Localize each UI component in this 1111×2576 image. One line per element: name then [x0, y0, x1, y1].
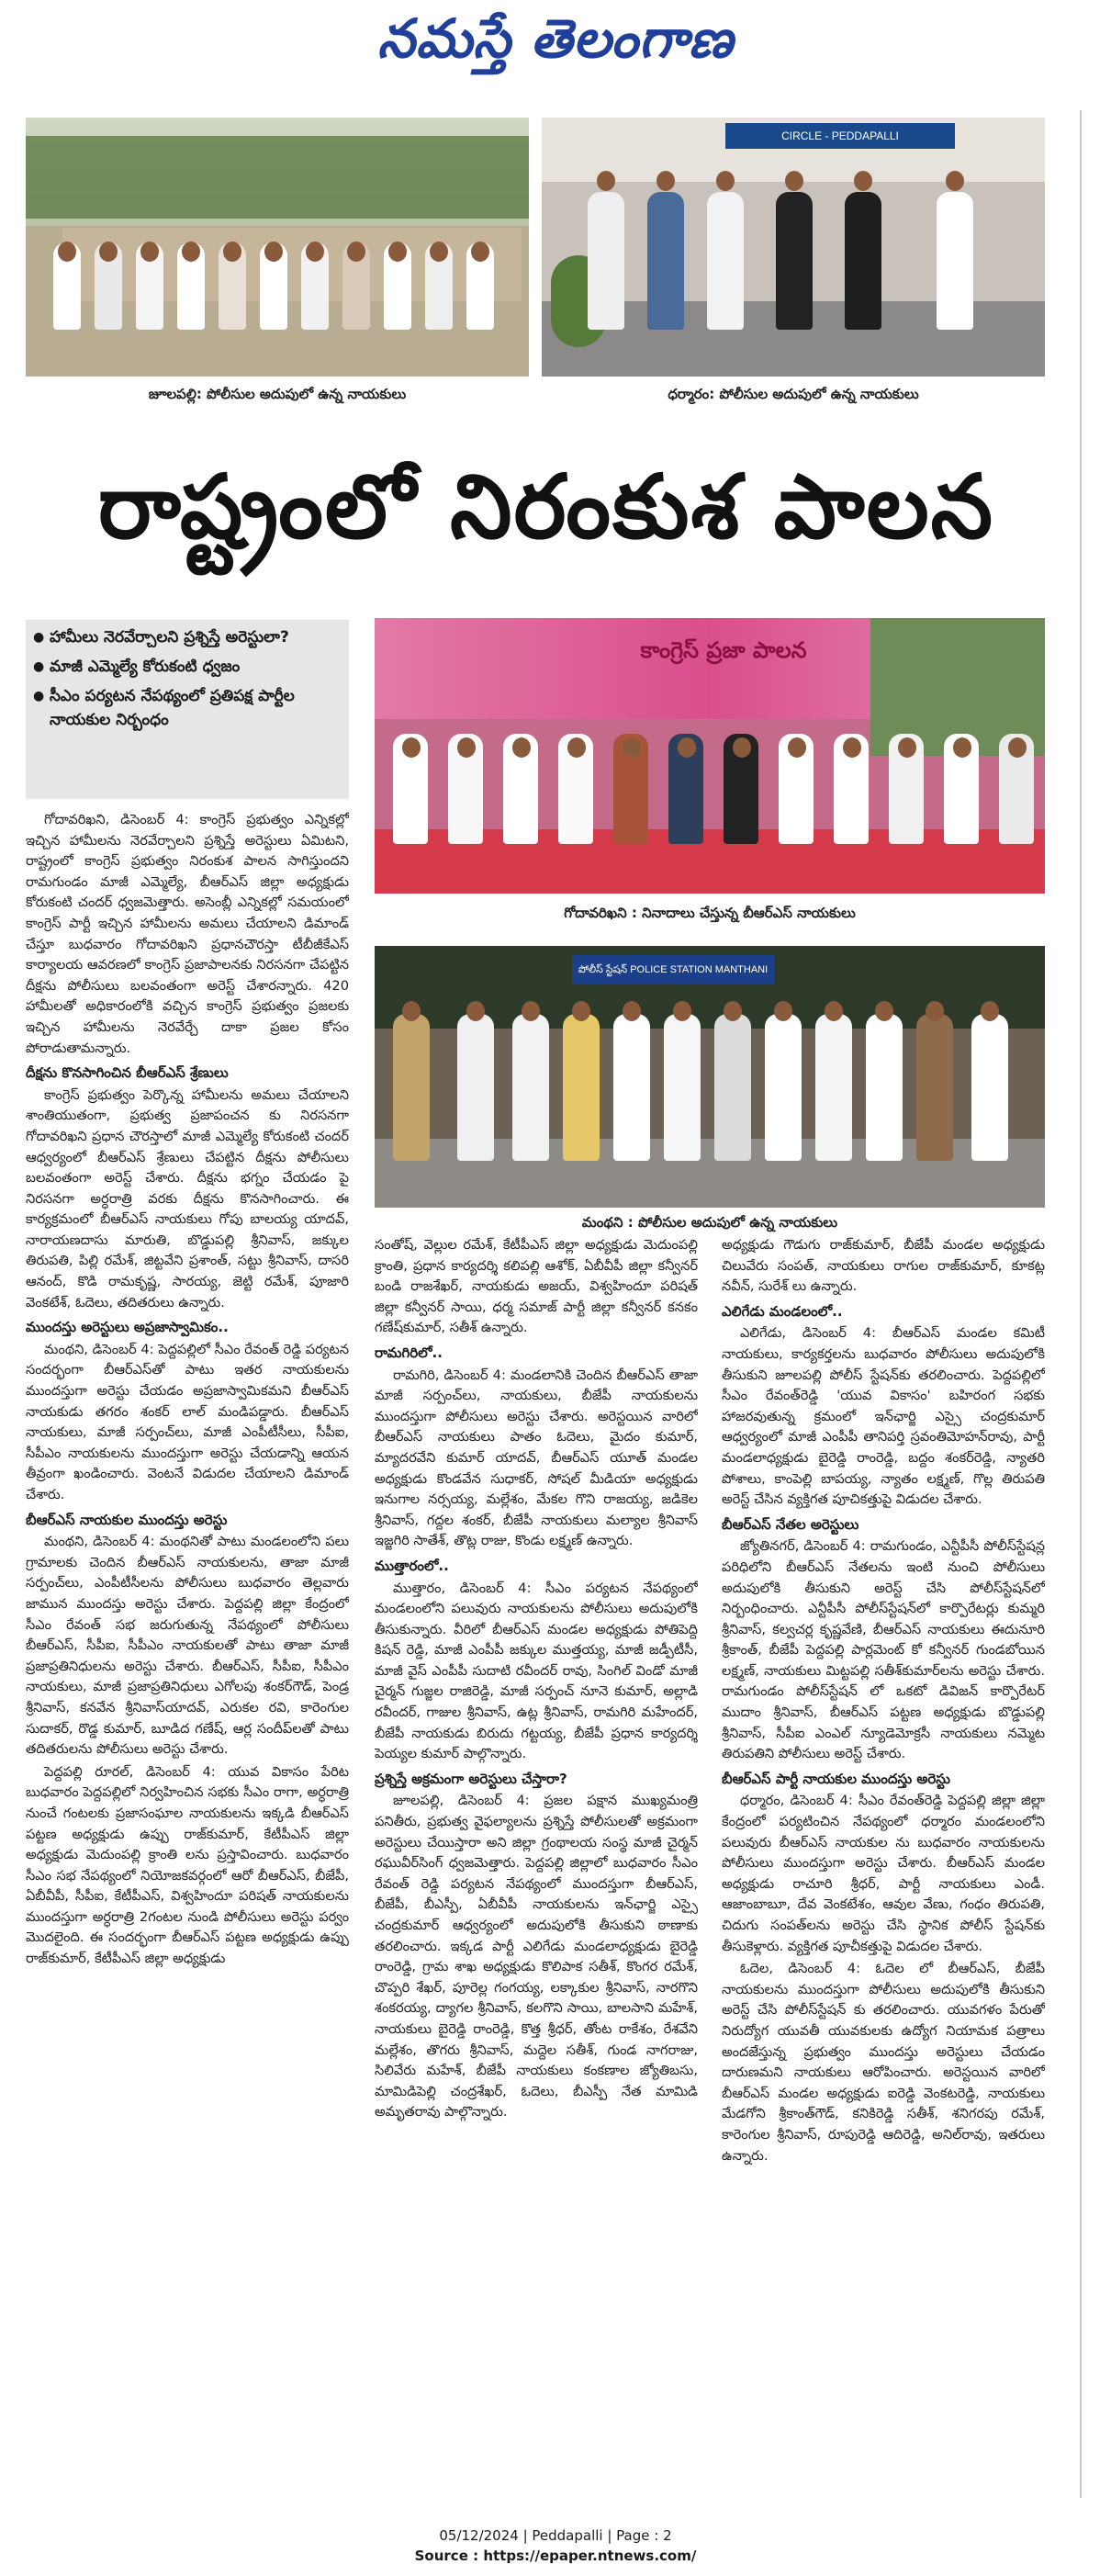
article-paragraph: ముత్తారం, డిసెంబర్ 4: సీఎం పర్యటన నేపథ్యంలో మండలంలోని పలువురు నాయకులను పోలీసులు అదుపులోకి తీసుకున్నారు. వీరిలో బీఆర్‌ఎస్ మండల అధ్యక్షుడు పోతిపెద్ది కిషన్ రెడ్డి, మాజీ ఎంపీపీ జక్కుల ముత్తయ్య, మాజీ జడ్పీటీసీ, మాజీ వైస్ ఎంపీపీ సుదాటి రవీందర్ రావు, సింగిల్ విండో మాజీ చైర్మన్ గుజ్జల రాజిరెడ్డి, మాజీ సర్పంచ్ నూనె కుమార్, అల్లాడి రవీందర్, గాజుల శ్రీనివాస్, ఉట్ల శ్రీనివాస్, రామగిరి మహేందర్, బీజేపీ నాయకుడు బిరుదు గట్టయ్య, బీజేపీ ప్రధాన కార్యదర్శి పెయ్యల కుమార్ పాల్గొన్నారు.: [375, 1580, 698, 1762]
article-paragraph: జ్యోతినగర్, డిసెంబర్ 4: రామగుండం, ఎన్టీపీసీ పోలీస్‌స్టేషన్ల పరిధిలోని బీఆర్‌ఎస్ నేతలను ఇంటి నుంచి పోలీసులు అదుపులోకి తీసుకుని అరెస్ట్ చేసి పోలీస్‌స్టేషన్‌లో నిర్బంధించారు. ఎన్టీపీసీ పోలీస్‌స్టేషన్‌లో కార్పొరేటర్లు కుమ్మరి శ్రీనివాస్, కల్వచర్ల కృష్ణవేణి, బీఆర్‌ఎస్ నాయకులు ఈదునూరి శ్రీకాంత్, బీజేపీ పెద్దపల్లి పార్లమెంట్ కో కన్వీనర్ గుండబోయిన లక్ష్మణ్, నాయకులు మిట్టపల్లి సతీశ్‌కుమార్‌లను అరెస్టు చేశారు. రామగుండం పోలీస్‌స్టేషన్ లో ఒకటో డివిజన్ కార్పొరేటర్ ముదాం శ్రీనివాస్, బీఆర్‌ఎస్ పట్టణ అధ్యక్షుడు బొడ్డుపల్లి శ్రీనివాస్, సీపీఐ ఎంఎల్ న్యూడెమోక్రసీ నాయకులు నమ్మెట తిరుపతిని పోలీసులు అరెస్ట్ చేశారు.: [722, 1538, 1045, 1762]
masthead: [0, 0, 1111, 92]
article-subheading: బీఆర్‌ఎస్ నాయకుల ముందస్తు అరెస్టు: [26, 1511, 228, 1528]
photo-caption-manthani: మంథని : పోలీసుల అదుపులో ఉన్న నాయకులు: [581, 1214, 838, 1231]
article-paragraph: మంథని, డిసెంబర్ 4: మంథనితో పాటు మండలంలోని పలు గ్రామాలకు చెందిన బీఆర్‌ఎస్ నాయకులను, తాజా మాజీ సర్పంచ్‌లు, ఎంపీటీసీలను పోలీసులు బుధవారం తెల్లవారు జామున ముందస్తు అరెస్టు చేశారు. పెద్దపల్లి జిల్లా కేంద్రంలో సీఎం రేవంత్ సభ జరుగుతున్న నేపథ్యంలో పోలీసులు బీఆర్‌ఎస్, సీపీఐ, సీపీఎం నాయకులతో పాటు తాజా మాజీ ప్రజాప్రతినిధులను అరెస్టు చేశారు. బీఆర్‌ఎస్, సీపీఐ, సీపీఎం నాయకులు, మాజీ ప్రజాప్రతినిధులు ఎగోలపు శంకర్‌గౌడ్, పెండ్ర శ్రీనివాస్, కనవేన శ్రీనివాస్‌యాదవ్, ఎరుకల రవి, కారెంగుల సుదాకర్, రొడ్డ కుమార్, బూడిద గణేష్, ఆర్ల సందీప్‌లతో పాటు తదితరులను పోలీసులు అరెస్టు చేశారు.: [26, 1534, 349, 1758]
article-paragraph: సంతోష్, వెల్లుల రమేశ్, కేటీపీఎస్ జిల్లా అధ్యక్షుడు మెదుంపల్లి క్రాంతి, ప్రధాన కార్యదర్శి కలిపల్లి ఆశోక్, ఏబీవీపీ జిల్లా కన్వీనర్ బండి రాజశేఖర్, నాయకుడు అజయ్, విశ్వహిందూ పరిషత్ జిల్లా కన్వీనర్ సాయి, ధర్మ సమాజ్ పార్టీ జిల్లా కన్వీనర్ కనకం గణేష్‌కుమార్, సతీశ్ ఉన్నారు.: [375, 1237, 698, 1336]
article-paragraph: రామగిరి, డిసెంబర్ 4: మండలానికి చెందిన బీఆర్‌ఎస్ తాజా మాజీ సర్పంచ్‌లు, నాయకులు, బీజేపీ నాయకులను ముందస్తుగా పోలీసులు అరెస్టు చేశారు. అరెస్టయిన వారిలో బీఆర్‌ఎస్ నాయకులు పాతం ఓదెలు, మైదం కుమార్, మ్యాదరవేని కుమార్ యాదవ్, బీఆర్‌ఎస్ యూత్ మండల అధ్యక్షుడు కొండవేన సుధాకర్, సోషల్ మీడియా అధ్యక్షుడు ఇనుగాల నర్సయ్య, మల్లేశం, మేకల గొని రాజయ్య, జడికెల శ్రీనివాస్, గద్దల శంకర్, బీజేపీ నాయకులు మల్యాల శ్రీనివాస్ ఇజ్జగిరి సాతేశ్, తొట్ల రాజు, కొండు లక్ష్మణ్ ఉన్నారు.: [375, 1367, 698, 1549]
article-paragraph: జూలపల్లి, డిసెంబర్ 4: ప్రజల పక్షాన ముఖ్యమంత్రి పనితీరు, ప్రభుత్వ వైఫల్యాలను ప్రశ్నిస్తే పోలీసులతో అక్రమంగా అరెస్టులు చేయిస్తారా అని జిల్లా గ్రంథాలయ సంస్థ మాజీ చైర్మన్ రఘువీర్‌సింగ్ ధ్వజమెత్తారు. పెద్దపల్లి జిల్లాలో బుధవారం సీఎం రేవంత్ రెడ్డి పర్యటన నేపథ్యంలో ముందస్తుగా బీఆర్‌ఎస్, బీజేపీ, బీఎస్పీ, ఏబీవీపీ నాయకులను ఇన్‌ఛార్జి ఎస్సై చంద్రకుమార్ ఆధ్వర్యంలో అదుపులోకి తీసుకుని ఠాణాకు తరలించారు. ఇక్కడ పార్టీ ఎలిగేడు మండలాధ్యక్షుడు బైరెడ్డి రాంరెడ్డి, గ్రామ శాఖ అధ్యక్షుడు కొలిపాక సతీశ్, కొంగర రమేశ్, చొప్పరి శేఖర్, పూరెల్ల గంగయ్య, లక్కాకుల శ్రీనివాస్, నారగొని శంకరయ్య, ద్యాగల శ్రీనివాస్, కలగొని సాయి, బాలసాని మహేశ్, నాయకులు బైరెడ్డి రాంరెడ్డి, కొత్త శ్రీధర్, తోంట రాకేశం, రేశవేని మల్లేశం, తొగరు శ్రీనివాస్, మద్దెల సతీశ్, గుండ నాగరాజు, సిలివేరు మహేశ్, బీజేపీ నాయకులు కంకణాల జ్యోతిబసు, మామిడిపెల్లి చంద్రశేఖర్, ఓదెలు, బీఎస్పీ నేత మామిడి అమృతరావు పాల్గొన్నారు.: [375, 1793, 698, 2120]
headline: రాష్ట్రంలో నిరంకుశ పాలన: [97, 455, 995, 558]
article-subheading: దీక్షను కొనసాగించిన బీఆర్‌ఎస్ శ్రేణులు: [26, 1064, 229, 1082]
article-subheading: ముందస్తు అరెస్టులు అప్రజాస్వామికం..: [26, 1319, 229, 1336]
protest-banner-text: కాంగ్రెస్ ప్రజా పాలన: [640, 636, 807, 663]
article-paragraph: గోదావరిఖని, డిసెంబర్ 4: కాంగ్రెస్ ప్రభుత్వం ఎన్నికల్లో ఇచ్చిన హామీలను నెరవేర్చాలని ప్రశ్నిస్తే అరెస్టులు ఏమిటని, రాష్ట్రంలో కాంగ్రెస్ ప్రభుత్వం నిరంకుశ పాలన సాగిస్తుందని రామగుండం మాజీ ఎమ్మెల్యే, బీఆర్‌ఎస్ జిల్లా అధ్యక్షుడు కోరుకంటి చందర్ ధ్వజమెత్తారు. అసెంబ్లీ ఎన్నికల్లో సమయంలో కాంగ్రెస్ పార్టీ ఇచ్చిన హామీలను అమలు చేయాలని డిమాండ్ చేస్తూ బుధవారం గోదావరిఖని ప్రధానచౌరస్తా టీబీజీకేఎస్ కార్యాలయ ఆవరణలో కాంగ్రెస్ ప్రజాపాలనకు నిరసనగా చేపట్టిన దీక్షను పోలీసులు బలవంతంగా అరెస్ట్ చేశారన్నారు. 420 హామీలతో అధికారంలోకి వచ్చిన కాంగ్రెస్ ప్రభుత్వం ప్రజలకు ఇచ్చిన హామీలను నెరవేర్చే దాకా ప్రజల కోసం పోరాడుతామన్నారు.: [26, 812, 349, 1056]
article-paragraph: పెద్దపల్లి రూరల్, డిసెంబర్ 4: యువ వికాసం పేరిట బుధవారం పెద్దపల్లిలో నిర్వహించిన సభకు సీఎం రాగా, అర్ధరాత్రి నుంచే గంటలకు ప్రజాసంఘాల నాయకులను ఇక్కడి బీఆర్‌ఎస్ పట్టణ అధ్యక్షుడు ఉప్పు రాజ్‌కుమార్, కేటీపీఎస్ జిల్లా అధ్యక్షుడు మెదుంపల్లి క్రాంతి లను ప్రస్తావించారు. బుధవారం సీఎం సభ నేపథ్యంలో నియోజకవర్గంలో ఆరో బీఆర్‌ఎస్, బీజేపీ, ఏబీవీపీ, సీపీఐ, కేటీపీఎస్, విశ్వహిందూ పరిషత్ నాయకులను ముందస్తుగా అర్ధరాత్రి 2గంటల నుండి పోలీసులు అరెస్టు పర్వం మొదలైంది. ఈ సందర్భంగా బీఆర్‌ఎస్ పట్టణ అధ్యక్షుడు ఉప్పు రాజ్‌కుమార్, కేటీపీఎస్ జిల్లా అధ్యక్షుడు: [26, 1763, 349, 1967]
article-column-3: [722, 1235, 1045, 2500]
photo-godavarikhani: [375, 618, 1045, 894]
highlights-box: [26, 620, 349, 799]
newspaper-logo: నమస్తే తెలంగాణ: [377, 7, 734, 70]
article-column-2: [375, 1235, 698, 2500]
column-divider: [1080, 110, 1082, 2498]
article-subheading: బీఆర్‌ఎస్ పార్టీ నాయకుల ముందస్తు అరెస్టు: [722, 1770, 950, 1787]
photo-caption-godavarikhani: గోదావరిఖని : నినాదాలు చేస్తున్న బీఆర్‌ఎస్ నాయకులు: [564, 905, 856, 921]
photo-julapalli: [26, 118, 529, 377]
highlight-item: ● హామీలు నెరవేర్చాలని ప్రశ్నిస్తే అరెస్టులా?: [33, 625, 342, 649]
article-paragraph: ఎలిగేడు, డిసెంబర్ 4: బీఆర్‌ఎస్ మండల కమిటీ నాయకులు, కార్యకర్తలను బుధవారం పోలీసులు అదుపులోకి తీసుకుని జూలపల్లి పోలీస్ స్టేషన్‌కు తరలించారు. పెద్దపల్లిలో సీఎం రేవంత్‌రెడ్డి 'యువ వికాసం' బహిరంగ సభకు హాజరవుతున్న క్రమంలో ఇన్‌ఛార్జి ఎస్సై చంద్రకుమార్ ఆధ్వర్యంలో మాజీ ఎంపీపీ తానిపర్తి స్రవంతిమోహన్‌రావు, పార్టీ మండలాధ్యక్షుడు బైరెడ్డి రాంరెడ్డి, బద్దం శంకర్‌రెడ్డి, న్యాతరి పోశాలు, కాంపెల్లి బాపయ్య, న్యాతం లక్ష్మణ్, గొల్ల తిరుపతి అరెస్ట్ చేసిన వ్యక్తిగత పూచికత్తుపై విడుదల చేశారు.: [722, 1325, 1045, 1508]
article-subheading: ప్రశ్నిస్తే అక్రమంగా అరెస్టులు చేస్తారా?: [375, 1770, 567, 1787]
highlight-item: ● మాజీ ఎమ్మెల్యే కోరుకంటి ధ్వజం: [33, 655, 342, 679]
page-footer: [0, 2525, 1111, 2566]
photo-caption-julapalli: జూలపల్లి: పోలీసుల అదుపులో ఉన్న నాయకులు: [148, 386, 407, 402]
article-subheading: బీఆర్‌ఎస్ నేతల అరెస్టులు: [722, 1515, 859, 1533]
photo-caption-dharmaram: ధర్మారం: పోలీసుల అదుపులో ఉన్న నాయకులు: [668, 386, 919, 402]
photo-manthani: [375, 946, 1045, 1208]
article-subheading: ఎలిగేడు మండలంలో..: [722, 1302, 843, 1320]
footer-source: Source : https://epaper.ntnews.com/: [414, 2548, 697, 2564]
photo-dharmaram: [542, 118, 1045, 377]
article-subheading: రామగిరిలో..: [375, 1344, 443, 1361]
police-station-sign: పోలీస్ స్టేషన్ POLICE STATION MANTHANI: [572, 955, 774, 984]
article-paragraph: ఓదెల, డిసెంబర్ 4: ఓదెల లో బీఆర్‌ఎస్, బీజేపీ నాయకులను ముందస్తుగా పోలీసులు అదుపులోకి తీసుకుని అరెస్ట్ చేసి పోలీస్‌స్టేషన్ కు తరలించారు. యువగళం పేరుతో నిరుద్యోగ యువతీ యువకులకు ఉద్యోగ నియామక పత్రాలు అందజేస్తున్న ప్రభుత్వం ముందస్తు అరెస్టులు చేయడం దారుణమని నాయకులు ఆరోపించారు. అరెస్టయిన వారిలో బీఆర్‌ఎస్ మండల అధ్యక్షుడు ఐరెడ్డి వెంకటరెడ్డి, నాయకులు మేడగోని శ్రీకాంత్‌గౌడ్, కనికిరెడ్డి సతీశ్, శనిగరపు రమేశ్, కారెంగుల శ్రీనివాస్, రూపురెడ్డి ఆదిరెడ్డి, అనిల్‌రావు, ఇతరులు ఉన్నారు.: [722, 1961, 1045, 2164]
highlight-item: ● సీఎం పర్యటన నేపథ్యంలో ప్రతిపక్ష పార్టీల నాయకుల నిర్బంధం: [33, 684, 342, 732]
article-paragraph: కాంగ్రెస్ ప్రభుత్వం పెర్కొన్న హామీలను అమలు చేయాలని శాంతియుతంగా, ప్రభుత్వ ప్రజాపంచన కు నిరసనగా గోదావరిఖని ప్రధాన చౌరస్తాలో మాజీ ఎమ్మెల్యే కోరుకంటి చందర్ ఆధ్వర్యంలో బీఆర్‌ఎస్ శ్రేణులు చేపట్టిన దీక్షను పోలీసులు బలవంతంగా అరెస్ట్ చేశారు. దీక్షను భగ్నం చేయడం పై నిరసనగా అర్ధరాత్రి వరకు దీక్షను కొనసాగించారు. ఈ కార్యక్రమంలో బీఆర్‌ఎస్ నాయకులు గోపు బాలయ్య యాదవ్, నారాయణదాసు మారుతి, బొడ్డుపల్లి శ్రీనివాస్, జక్కుల తిరుపతి, పిల్లి రమేశ్, జిట్టవేని ప్రశాంత్, సట్టు శ్రీనివాస్, దాసరి ఆనంద్, కొడి రామకృష్ణ, సారయ్య, జెట్టి రమేశ్, పూజారి వెంకటేశ్, ఓదెలు, తదితరులు ఉన్నారు.: [26, 1086, 349, 1310]
article-subheading: ముత్తారంలో..: [375, 1557, 449, 1574]
article-paragraph: మంథని, డిసెంబర్ 4: పెద్దపల్లిలో సీఎం రేవంత్ రెడ్డి పర్యటన సందర్భంగా బీఆర్‌ఎస్‌తో పాటు ఇతర నాయకులను ముందస్తుగా అరెస్టు చేయడం అప్రజాస్వామికమని బీఆర్‌ఎస్ నాయకుడు తగరం శంకర్ లాల్ మండిపడ్డారు. బీఆర్‌ఎస్ నాయకులు, మాజీ సర్పంచ్‌లు, మాజీ ఎంపీటీసీలు, సీపీఐ, సీపీఎం నాయకులను ముందస్తుగా అరెస్టు చేయడాన్ని ఆయన తీవ్రంగా ఖండించారు. వెంటనే విడుదల చేయాలని డిమాండ్ చేశారు.: [26, 1341, 349, 1502]
article-paragraph: ధర్మారం, డిసెంబర్ 4: సీఎం రేవంత్‌రెడ్డి పెద్దపల్లి జిల్లా జిల్లా కేంద్రంలో పర్యటించిన నేపథ్యంలో ధర్మారం మండలంలోని పలువురు బీఆర్‌ఎస్ నాయకుల ను బుధవారం నాయకులను పోలీసులు ముందస్తుగా అరెస్టు చేశారు. బీఆర్‌ఎస్ మండల అధ్యక్షుడు రాచూరి శ్రీధర్, పార్టీ నాయకులు ఎండీ. ఆజాంబాబూ, దేవ వెంకటేశం, ఆవుల వేణు, గంధం తిరుపతి, చిదుగు సంపత్‌లను అరెస్టు చేసి స్థానిక పోలీస్ స్టేషన్‌కు తీసుకెళ్లారు. వ్యక్తిగత పూచీకత్తుపై విడుదల చేశారు.: [722, 1793, 1045, 1954]
article-paragraph: అధ్యక్షుడు గౌడుగు రాజ్‌కుమార్, బీజేపీ మండల అధ్యక్షుడు చిలువేరు సంపత్, నాయకులు రాగుల రాజ్‌కుమార్, కూకట్ల నవీన్, సురేశ్ లు ఉన్నారు.: [722, 1237, 1045, 1295]
footer-date-page: 05/12/2024 | Peddapalli | Page : 2: [439, 2527, 672, 2544]
article-column-1: [26, 810, 349, 2500]
police-station-sign: CIRCLE - PEDDAPALLI: [725, 123, 955, 149]
